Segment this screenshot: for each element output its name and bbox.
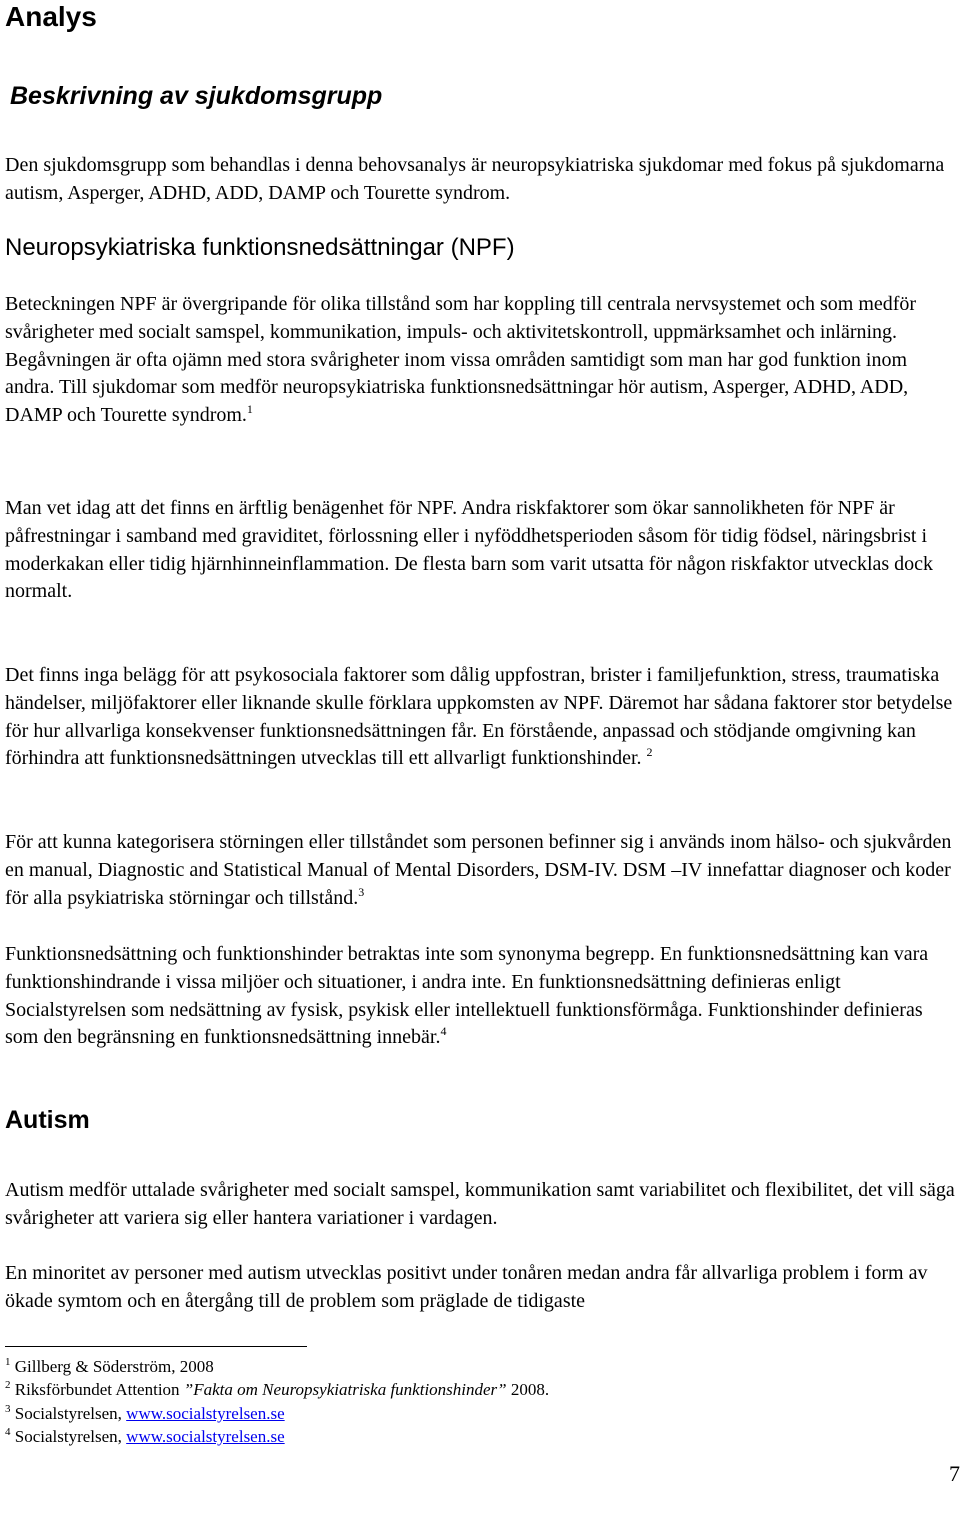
footnote-3-text: Socialstyrelsen, xyxy=(14,1404,127,1423)
footnote-4-link[interactable]: www.socialstyrelsen.se xyxy=(126,1427,285,1446)
footnote-1-number: 1 xyxy=(5,1356,11,1368)
npf-paragraph-4-text: För att kunna kategorisera störningen eller tillståndet som personen befinner sig i används inom hälso- och sjukvården en manual, Diagnostic and Statistical Manual of Mental Disorders, DSM-IV. DSM –IV innefattar diagnoser och koder för alla psykiatriska störningar och tillstånd. xyxy=(5,831,952,909)
autism-paragraph-1: Autism medför uttalade svårigheter med socialt samspel, kommunikation samt variabilitet och flexibilitet, det vill säga svårigheter att variera sig eller hantera variationer i vardagen. xyxy=(5,1179,955,1229)
npf-paragraph-3-text: Det finns inga belägg för att psykosociala faktorer som dålig uppfostran, brister i familjefunktion, stress, traumatiska händelser, miljöfaktorer eller liknande skulle förklara uppkomsten av NPF. Däremot har sådana faktorer stor betydelse för hur allvarliga konsekvenser funktionsnedsättningen får. En förstående, anpassad och stödjande omgivning kan förhindra att funktionsnedsättningen utvecklas till ett allvarligt funktionshinder. xyxy=(5,664,953,770)
section-heading-autism: Autism xyxy=(5,1106,90,1134)
intro-paragraph: Den sjukdomsgrupp som behandlas i denna behovsanalys är neuropsykiatriska sjukdomar med fokus på sjukdomarna autism, Asperger, ADHD, ADD, DAMP och Tourette syndrom. xyxy=(5,154,945,204)
footnote-ref-2: 2 xyxy=(646,745,653,760)
footnote-1-text: Gillberg & Söderström, 2008 xyxy=(14,1357,214,1376)
footnote-2-number: 2 xyxy=(5,1379,11,1391)
section-heading-description: Beskrivning av sjukdomsgrupp xyxy=(10,82,383,110)
footnote-4 xyxy=(5,1425,285,1448)
footnote-ref-3: 3 xyxy=(358,884,365,899)
autism-paragraph-2: En minoritet av personer med autism utvecklas positivt under tonåren medan andra får allvarliga problem i form av ökade symtom och en återgång till de problem som präglade de tidigaste xyxy=(5,1262,928,1312)
footnote-2-text: Riksförbundet Attention xyxy=(14,1380,184,1399)
footnote-4-text: Socialstyrelsen, xyxy=(14,1427,127,1446)
page-title: Analys xyxy=(5,1,97,32)
npf-paragraph-1 xyxy=(5,291,955,430)
npf-paragraph-1-text: Beteckningen NPF är övergripande för olika tillstånd som har koppling till centrala nervsystemet och som medför svårigheter med socialt samspel, kommunikation, impuls- och aktivitetskontroll, uppmärksamhet och inlärning. Begåvningen är ofta ojämn med stora svårigheter inom vissa områden samtidigt som man har god funktion inom andra. Till sjukdomar som medför neuropsykiatriska funktionsnedsättningar hör autism, Asperger, ADHD, ADD, DAMP och Tourette syndrom. xyxy=(5,293,917,427)
footnote-3 xyxy=(5,1402,285,1425)
footnote-ref-4: 4 xyxy=(440,1024,447,1039)
footnote-2-title: ”Fakta om Neuropsykiatriska funktionshinder” xyxy=(183,1380,507,1399)
footnote-1 xyxy=(5,1355,214,1378)
footnote-3-number: 3 xyxy=(5,1403,11,1415)
footnote-divider xyxy=(5,1346,307,1347)
npf-paragraph-5 xyxy=(5,941,955,1052)
page-number: 7 xyxy=(949,1461,960,1486)
footnote-2 xyxy=(5,1378,549,1401)
footnote-4-number: 4 xyxy=(5,1426,11,1438)
footnote-ref-1: 1 xyxy=(246,402,253,417)
section-heading-npf: Neuropsykiatriska funktionsnedsättningar (NPF) xyxy=(5,234,515,261)
footnote-2-year: 2008. xyxy=(506,1380,550,1399)
footnote-3-link[interactable]: www.socialstyrelsen.se xyxy=(126,1404,285,1423)
npf-paragraph-4 xyxy=(5,829,955,912)
npf-paragraph-5-text: Funktionsnedsättning och funktionshinder betraktas inte som synonyma begrepp. En funktionsnedsättning kan vara funktionshindrande i vissa miljöer och situationer, i andra inte. En funktionsnedsättning definieras enligt Socialstyrelsen som nedsättning av fysisk, psykisk eller intellektuell funktionsförmåga. Funktionshinder definieras som den begränsning en funktionsnedsättning innebär. xyxy=(5,943,929,1049)
npf-paragraph-3 xyxy=(5,662,955,773)
npf-paragraph-2: Man vet idag att det finns en ärftlig benägenhet för NPF. Andra riskfaktorer som ökar sannolikheten för NPF är påfrestningar i samband med graviditet, förlossning eller i nyföddhetsperioden såsom för tidig födsel, näringsbrist i moderkakan eller tidig hjärnhinneinflammation. De flesta barn som varit utsatta för någon riskfaktor utvecklas dock normalt. xyxy=(5,497,934,603)
